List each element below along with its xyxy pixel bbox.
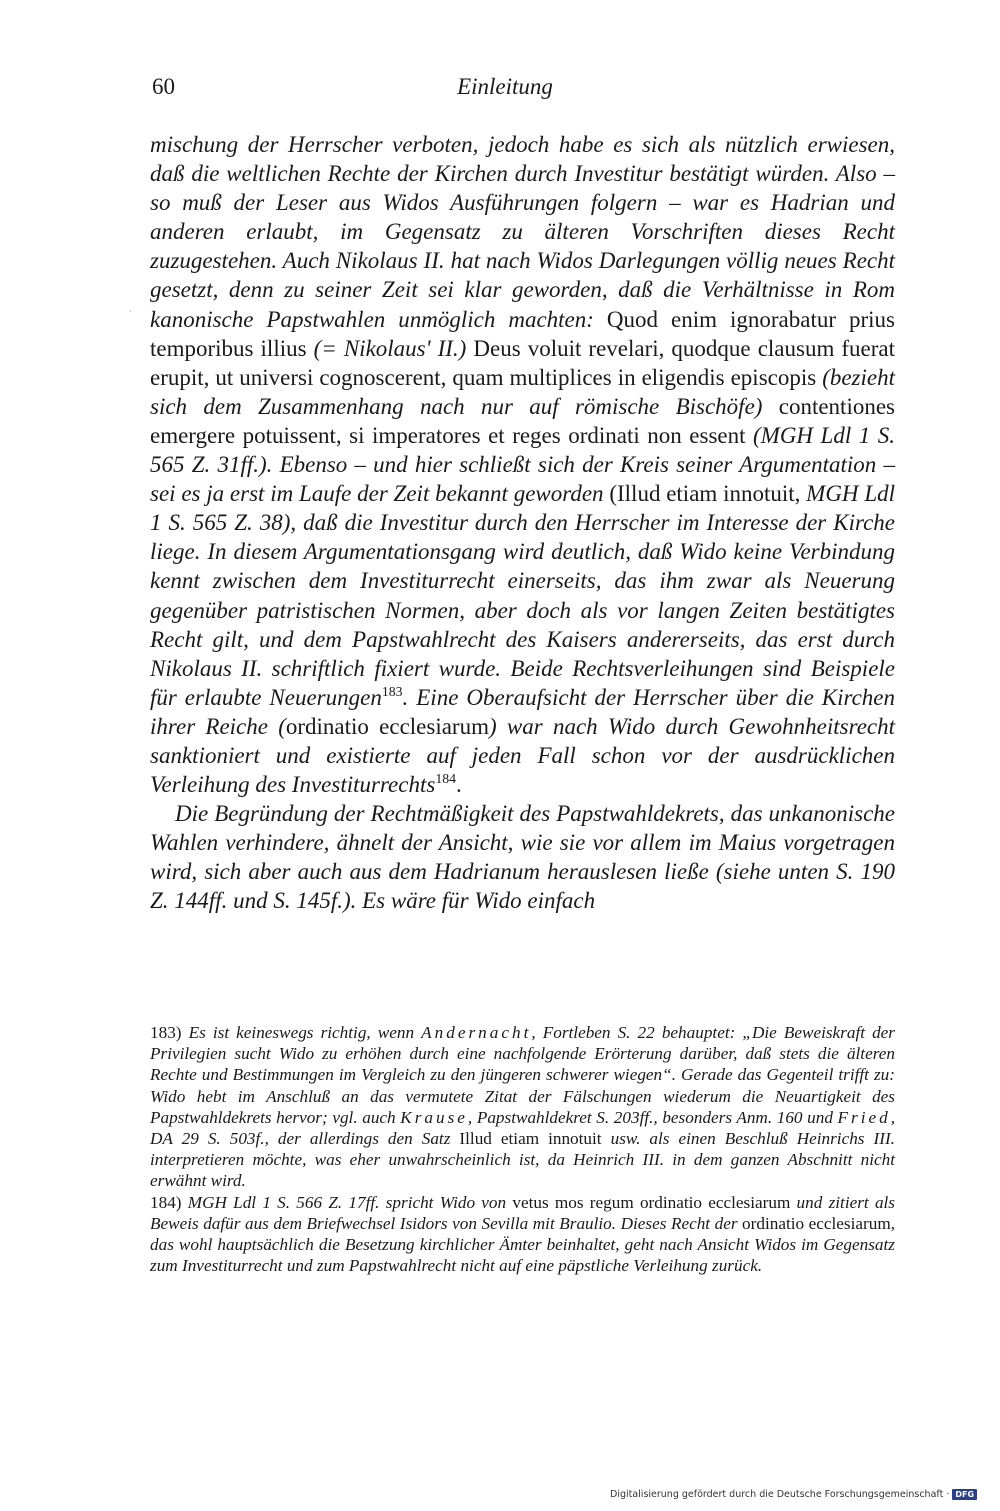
text-span: , DA 29 S. 503f., der allerdings den Satz (150, 1107, 895, 1149)
text-span: mischung der Herrscher verboten, jedoch habe es sich als nützlich erwiesen, daß die weltlichen Rechte der Kirchen durch Investitur bestätigt würden. Also – so muß der Leser aus Widos Ausführungen folgern – war es Hadrian und anderen erlaubt, im Gegensatz zu älteren Vorschriften dieses Recht zuzugestehen. Auch Nikolaus II. hat nach Widos Darlegungen völlig neues Recht gesetzt, denn zu seiner Zeit sei klar geworden, daß die Verhältnisse in Rom kanonische Papstwahlen unmöglich machten: (150, 132, 895, 332)
text-span: Es ist keineswegs richtig, wenn (188, 1023, 422, 1042)
dfg-logo-icon: DFG (952, 1489, 977, 1500)
text-span: MGH Ldl 1 S. 565 Z. 38), daß die Investitur durch den Herrscher im Interesse der Kirche liege. In diesem Argumentationsgang wird deutlich, daß Wido keine Verbindung kennt zwischen dem Investiturrecht einerseits, das ihm zwar als Neuerung gegenüber patristischen Normen, aber doch als vor langen Zeiten bestätigtes Recht gilt, und dem Papstwahlrecht des Kaisers andererseits, das erst durch Nikolaus II. schriftlich fixiert wurde. Beide Rechtsverleihungen sind Beispiele für erlaubte Neuerungen (150, 481, 895, 710)
latin-quote: Illud etiam innotuit, (617, 481, 801, 507)
digitization-credit (610, 1489, 977, 1500)
footnotes (150, 1022, 895, 1276)
credit-text: Digitalisierung gefördert durch die Deutsche Forschungsgemeinschaft · (610, 1489, 950, 1500)
text-span: usw. als einen Beschluß Heinrichs III. interpretieren möchte, was eher unwahrscheinlich ist, da Heinrich III. in dem ganzen Abschnitt nicht erwähnt wird. (150, 1129, 895, 1191)
text-span: das wohl hauptsächlich die Besetzung kirchlicher Ämter beinhaltet, geht nach Ansicht Widos im Gegensatz zum Investiturrecht und zum Papstwahlrecht nicht auf eine päpstliche Verleihung zurück. (150, 1235, 895, 1276)
text-span: (= Nikolaus' II.) (313, 335, 467, 361)
page-number: 60 (152, 74, 175, 99)
paragraph-2: Die Begründung der Rechtmäßigkeit des Papstwahldekrets, das unkanonische Wahlen verhindere, ähnelt der Ansicht, wie sie vor allem im Maius vorgetragen wird, sich aber auch aus dem Hadrianum herauslesen ließe (siehe unten S. 190 Z. 144ff. und S. 145f.). Es wäre für Wido einfach (150, 801, 895, 914)
text-span: . (456, 772, 462, 798)
paragraph-1 (150, 130, 895, 799)
latin-quote: ordinatio ecclesiarum (285, 713, 489, 739)
latin-quote: Quod enim ignorabatur prius temporibus illius (150, 306, 895, 361)
latin-quote: Illud etiam innotuit (459, 1129, 602, 1149)
text-span: . Eine Oberaufsicht der Herrscher über die Kirchen ihrer Reiche ( (150, 684, 896, 739)
text-span: , Fortleben S. 22 behauptet: „Die Beweiskraft der Privilegien sucht Wido zu erhöhen durch eine nachfolgende Erörterung darüber, daß stets die älteren Rechte und Bestimmungen im Vergleich zu den jüngeren schwerer wiegen“. Gerade das Gegenteil trifft zu: Wido hebt im Anschluß an das vermutete Zitat der Fälschungen wiederum die Neuartigkeit des Papstwahldekrets hervor; vgl. auch (150, 1023, 895, 1127)
footnote-ref-184[interactable]: 184 (435, 771, 457, 787)
text-span: (MGH Ldl 1 S. 565 Z. 31ff.). Ebenso – und hier schließt sich der Kreis seiner Argumentation – sei es ja erst im Laufe der Zeit bekannt geworden (150, 422, 895, 507)
running-title: Einleitung (457, 74, 553, 99)
latin-quote: vetus mos regum ordinatio ecclesiarum (512, 1192, 791, 1212)
footnote-label: 183) (150, 1023, 189, 1042)
footnote-label: 184) (150, 1192, 188, 1212)
latin-quote: ordinatio ecclesiarum, (742, 1213, 895, 1233)
text-span: MGH Ldl 1 S. 566 Z. 17ff. spricht Wido von (187, 1192, 513, 1212)
footnote-184 (150, 1192, 895, 1277)
latin-quote: contentiones emergere potuissent, si imperatores et reges ordinati non essent (150, 393, 895, 448)
text-span: ( (603, 481, 617, 507)
footnote-183 (150, 1022, 895, 1192)
author-name: Andernacht (421, 1023, 532, 1042)
text-span: und zitiert als Beweis dafür aus dem Briefwechsel Isidors von Sevilla mit Braulio. Dieses Recht der (150, 1192, 895, 1233)
main-text (150, 130, 895, 916)
author-name: Krause (400, 1107, 468, 1127)
scan-speck: · (129, 307, 132, 316)
text-span: ) war nach Wido durch Gewohnheitsrecht sanktioniert und existierte auf jeden Fall schon vor der ausdrücklichen Verleihung des Investiturrechts (150, 713, 895, 798)
author-name: Fried (837, 1107, 891, 1127)
footnote-ref-183[interactable]: 183 (381, 683, 403, 699)
page-header (150, 74, 860, 104)
text-span: , Papstwahldekret S. 203ff., besonders Anm. 160 und (467, 1107, 838, 1127)
text-span: (bezieht sich dem Zusammenhang nach nur auf römische Bischöfe) (150, 364, 895, 419)
latin-quote: Deus voluit revelari, quodque clausum fuerat erupit, ut universi cognoscerent, quam multiplices in eligendis episcopis (150, 335, 896, 390)
